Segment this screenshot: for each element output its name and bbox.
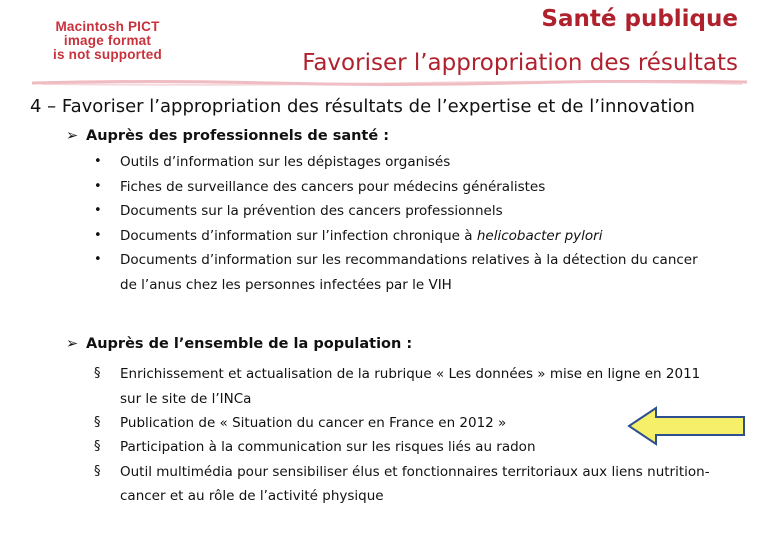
list-item-continuation: sur le site de l’INCa [120,390,252,407]
list-item-text: Documents d’information sur les recommandations relatives à la détection du cancer [120,252,698,268]
group-heading-text: Auprès de l’ensemble de la population : [86,336,413,352]
list-item-text: Documents sur la prévention des cancers professionnels [120,203,503,219]
list-item [94,411,710,436]
bullet-dot-icon: • [94,252,102,267]
population-list [94,362,710,508]
section-heading: 4 – Favoriser l’appropriation des résultats de l’expertise et de l’innovation [30,96,695,117]
list-item [94,224,698,249]
group-heading-professionals [66,128,389,144]
bullet-dot-icon: • [94,227,102,243]
list-item-italic-term: helicobacter pylori [476,227,603,244]
slide-subtitle: Favoriser l’appropriation des résultats [302,50,738,76]
list-item [94,435,710,460]
bullet-dot-icon: • [94,154,102,169]
list-item-text: Publication de « Situation du cancer en France en 2012 » [120,414,507,431]
list-item-text: Outils d’information sur les dépistages organisés [120,154,451,170]
list-item [94,460,710,509]
list-item [94,175,698,200]
bullet-square-icon: § [94,414,101,430]
pict-line-3: is not supported [53,47,162,62]
list-item-text: Enrichissement et actualisation de la rubrique « Les données » mise en ligne en 2011 [120,366,701,382]
list-item-text: Documents d’information sur l’infection chronique à [120,227,477,244]
list-item [94,362,710,411]
list-item-text: Participation à la communication sur les risques liés au radon [120,439,536,455]
list-item-text: Fiches de surveillance des cancers pour médecins généralistes [120,178,546,195]
list-item-continuation: cancer et au rôle de l’activité physique [120,488,384,504]
bullet-dot-icon: • [94,178,102,194]
list-item [94,248,698,297]
pict-line-1: Macintosh PICT [55,19,160,34]
list-item [94,199,698,224]
professionals-list [94,150,698,297]
bullet-square-icon: § [94,366,101,381]
group-heading-text: Auprès des professionnels de santé : [86,128,390,144]
slide-title: Santé publique [541,6,738,32]
list-item-continuation: de l’anus chez les personnes infectées par le VIH [120,276,452,293]
left-arrow-callout-icon [626,405,748,447]
group-heading-population [66,336,412,352]
list-item [94,150,698,175]
bullet-square-icon: § [94,463,101,479]
arrowhead-bullet-icon: ➢ [66,336,79,352]
header-divider [32,80,747,86]
bullet-square-icon: § [94,439,101,454]
arrowhead-bullet-icon: ➢ [66,128,79,144]
bullet-dot-icon: • [94,203,102,218]
list-item-text: Outil multimédia pour sensibiliser élus et fonctionnaires territoriaux aux liens nutrition- [120,463,710,480]
pict-line-2: image format [63,33,152,48]
pict-placeholder-image [30,20,185,68]
